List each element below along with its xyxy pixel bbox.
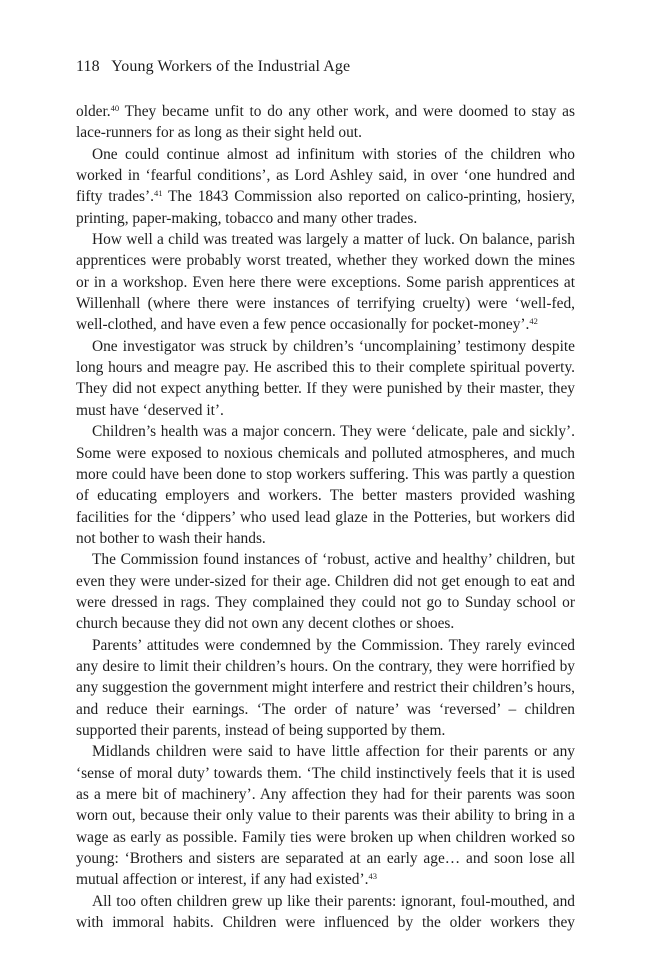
- paragraph: [76, 144, 575, 229]
- text-run: All too often children grew up like their parents: ignorant, foul-mouthed, and with immoral habits. Children were influenced by the older workers they: [76, 892, 575, 932]
- footnote-ref: 42: [529, 316, 538, 327]
- paragraph: [76, 229, 575, 336]
- paragraph: [76, 101, 575, 144]
- body-text: [76, 101, 575, 933]
- text-run: One could continue almost ad infinitum with stories of the children who worked in ‘fearful conditions’, as Lord Ashley said, in over ‘one hundred and fifty trades’.: [76, 145, 575, 206]
- paragraph: [76, 421, 575, 549]
- text-run: Parents’ attitudes were condemned by the Commission. They rarely evinced any desire to limit their children’s hours. On the contrary, they were horrified by any suggestion the government might interfere and restrict their children’s hours, and reduce their earnings. ‘The order of nature’ was ‘reversed’ – children supported their parents, instead of being supported by them.: [76, 636, 575, 739]
- text-run: older.: [76, 103, 111, 120]
- footnote-ref: 41: [154, 188, 163, 199]
- footnote-ref: 43: [368, 871, 377, 882]
- text-run: The 1843 Commission also reported on calico-printing, hosiery, printing, paper-making, tobacco and many other trades.: [76, 188, 575, 227]
- paragraph: [76, 549, 575, 634]
- footnote-ref: 40: [110, 103, 120, 113]
- page-number: 118: [76, 58, 100, 75]
- text-run: How well a child was treated was largely a matter of luck. On balance, parish apprentices were probably worst treated, whether they worked down the mines or in a workshop. Even here there were exceptions. Some parish apprentices at Willenhall (where there were instances of terrifying cruelty) were ‘well-fed, well-clothed, and have even a few pence occasionally for pocket-money’.: [76, 231, 575, 334]
- paragraph: [76, 336, 575, 421]
- text-run: The Commission found instances of ‘robust, active and healthy’ children, but even they were under-sized for their age. Children did not get enough to eat and were dressed in rags. They complained they could not go to Sunday school or church because they did not own any decent clothes or shoes.: [76, 551, 575, 633]
- text-run: They became unfit to do any other work, and were doomed to stay as lace-runners for as long as their sight held out.: [76, 103, 575, 142]
- paragraph: [76, 891, 575, 934]
- running-title: Young Workers of the Industrial Age: [111, 58, 351, 75]
- text-run: Midlands children were said to have little affection for their parents or any ‘sense of moral duty’ towards them. ‘The child instinctively feels that it is used as a mere bit of machinery’. Any affection they had for their parents was soon worn out, because their only value to their parents was their ability to bring in a wage as early as possible. Family ties were broken up when children worked so young: ‘Brothers and sisters are separated at an early age… and soon lose all mutual affection or interest, if any had existed’.: [76, 743, 575, 889]
- paragraph: [76, 635, 575, 742]
- text-run: One investigator was struck by children’s ‘uncomplaining’ testimony despite long hours and meagre pay. He ascribed this to their complete spiritual poverty. They did not expect anything better. If they were punished by their master, they must have ‘deserved it’.: [76, 337, 575, 419]
- running-header: [76, 58, 350, 76]
- text-run: Children’s health was a major concern. They were ‘delicate, pale and sickly’. Some were exposed to noxious chemicals and polluted atmospheres, and much more could have been done to stop workers suffering. This was partly a question of educating employers and workers. The better masters provided washing facilities for the ‘dippers’ who used lead glaze in the Potteries, but workers did not bother to wash their hands.: [76, 423, 575, 547]
- paragraph: [76, 741, 575, 890]
